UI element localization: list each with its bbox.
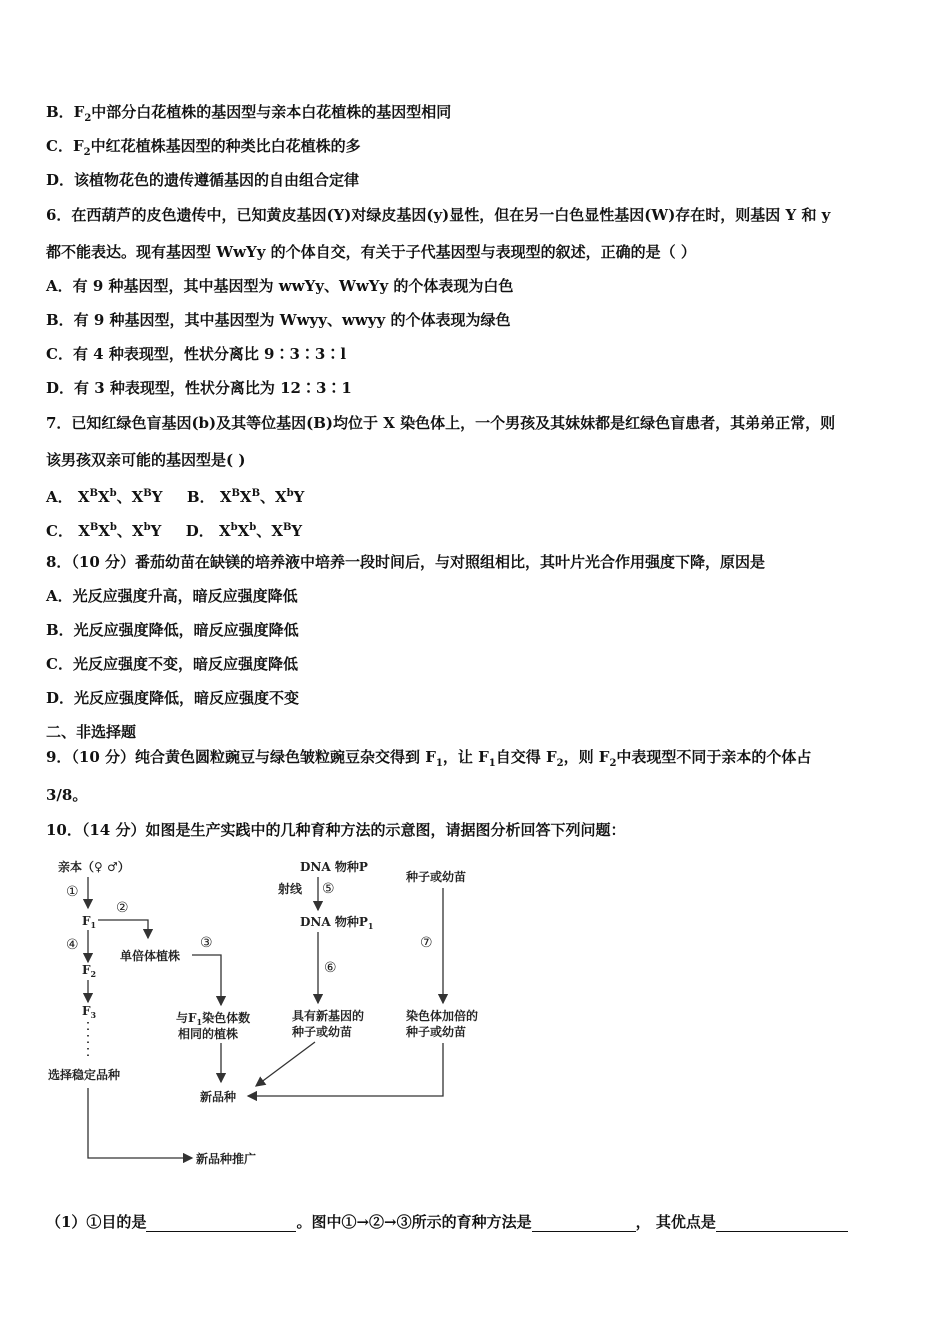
dna-p1-label: DNA 物种$P_1$: [300, 915, 374, 931]
parents-label: 亲本（♀ ♂）: [58, 860, 130, 874]
q10-stem: 10．（14 分）如图是生产实践中的几种育种方法的示意图，请据图分析回答下列问题：: [46, 821, 626, 839]
q8-option-d: D．光反应强度降低，暗反应强度不变: [46, 689, 300, 707]
q8-option-a: A．光反应强度升高，暗反应强度降低: [46, 587, 298, 605]
q6-option-b: B．有 9 种基因型，其中基因型为 Wwyy、wwyy 的个体表现为绿色: [46, 311, 511, 329]
q7-option-c: C． $X^BX^b$、$X^bY$: [46, 522, 162, 540]
q7-option-a: A． $X^BX^b$、$X^BY$: [46, 488, 163, 506]
q7-options-ab: [46, 484, 304, 507]
q8-option-c: C．光反应强度不变，暗反应强度降低: [46, 655, 298, 673]
new-variety-label: 新品种: [200, 1090, 237, 1104]
q9-answer: 3/8。: [46, 786, 88, 804]
q6-option-a: A．有 9 种基因型，其中基因型为 wwYy、WwYy 的个体表现为白色: [46, 277, 514, 295]
answer-blank-3[interactable]: [716, 1215, 848, 1232]
step-1-label: ①: [66, 884, 79, 900]
promote-variety-label: 新品种推广: [196, 1152, 257, 1166]
same-chromosome-label-1: 与$F_1$染色体数: [176, 1011, 251, 1027]
section-heading: 二、非选择题: [46, 723, 137, 741]
q5-option-c: C．$F_2$中红花植株基因型的种类比白花植株的多: [46, 137, 361, 158]
answer-blank-2[interactable]: [532, 1215, 636, 1232]
haploid-label: 单倍体植株: [120, 949, 181, 963]
q6-option-c: C．有 4 种表现型，性状分离比 9∶3∶3∶l: [46, 345, 347, 363]
doubled-label-1: 染色体加倍的: [406, 1009, 479, 1023]
q10-sub1: （1）①目的是 。图中①→②→③所示的育种方法是 ， 其优点是: [46, 1212, 848, 1232]
q5-option-b: B．$F_2$中部分白花植株的基因型与亲本白花植株的基因型相同: [46, 103, 452, 124]
f3-label: $F_3$: [82, 1004, 97, 1020]
q7-options-cd: [46, 518, 302, 541]
step-2-label: ②: [116, 900, 129, 916]
q8-stem: 8．（10 分）番茄幼苗在缺镁的培养液中培养一段时间后，与对照组相比，其叶片光合作用强度下降，原因是: [46, 553, 766, 571]
step-4-label: ④: [66, 937, 79, 953]
seed-seedling-label: 种子或幼苗: [406, 870, 467, 884]
q7-stem-line1: 7．已知红绿色盲基因(b)及其等位基因(B)均位于 X 染色体上，一个男孩及其妹妹都是红绿色盲患者，其弟弟正常，则: [46, 414, 836, 432]
q6-stem-line1: 6．在西葫芦的皮色遗传中，已知黄皮基因(Y)对绿皮基因(y)显性，但在另一白色显性基因(W)存在时，则基因 Y 和 y: [46, 206, 831, 224]
step-3-label: ③: [200, 935, 213, 951]
same-chromosome-label-2: 相同的植株: [178, 1027, 239, 1041]
q9-stem: 9．（10 分）纯合黄色圆粒豌豆与绿色皱粒豌豆杂交得到 $F_1$，让 $F_1$自交得 $F_2$，则 $F_2$中表现型不同于亲本的个体占: [46, 748, 812, 769]
radiation-label: 射线: [278, 882, 303, 896]
dna-p-label: DNA 物种P: [300, 860, 368, 874]
step-6-label: ⑥: [324, 960, 337, 976]
q7-option-b: B． $X^BX^B$、$X^bY$: [186, 488, 305, 506]
breeding-diagram: [40, 850, 560, 1170]
q8-option-b: B．光反应强度降低，暗反应强度降低: [46, 621, 299, 639]
f2-label: $F_2$: [82, 963, 97, 979]
q5-option-d: D．该植物花色的遗传遵循基因的自由组合定律: [46, 171, 360, 189]
f1-label: $F_1$: [82, 914, 97, 930]
q6-stem-line2: 都不能表达。现有基因型 WwYy 的个体自交，有关于子代基因型与表现型的叙述，正确的是（ ）: [46, 243, 696, 261]
q7-option-d: D． $X^bX^b$、$X^BY$: [185, 522, 303, 540]
doubled-label-2: 种子或幼苗: [406, 1025, 467, 1039]
q7-stem-line2: 该男孩双亲可能的基因型是( ): [46, 451, 246, 469]
step-5-label: ⑤: [322, 881, 335, 897]
answer-blank-1[interactable]: [146, 1215, 296, 1232]
step-7-label: ⑦: [420, 935, 433, 951]
select-stable-label: 选择稳定品种: [48, 1068, 121, 1082]
new-gene-label-2: 种子或幼苗: [292, 1025, 353, 1039]
q6-option-d: D．有 3 种表现型，性状分离比为 12∶3∶1: [46, 379, 352, 397]
new-gene-label-1: 具有新基因的: [292, 1009, 365, 1023]
